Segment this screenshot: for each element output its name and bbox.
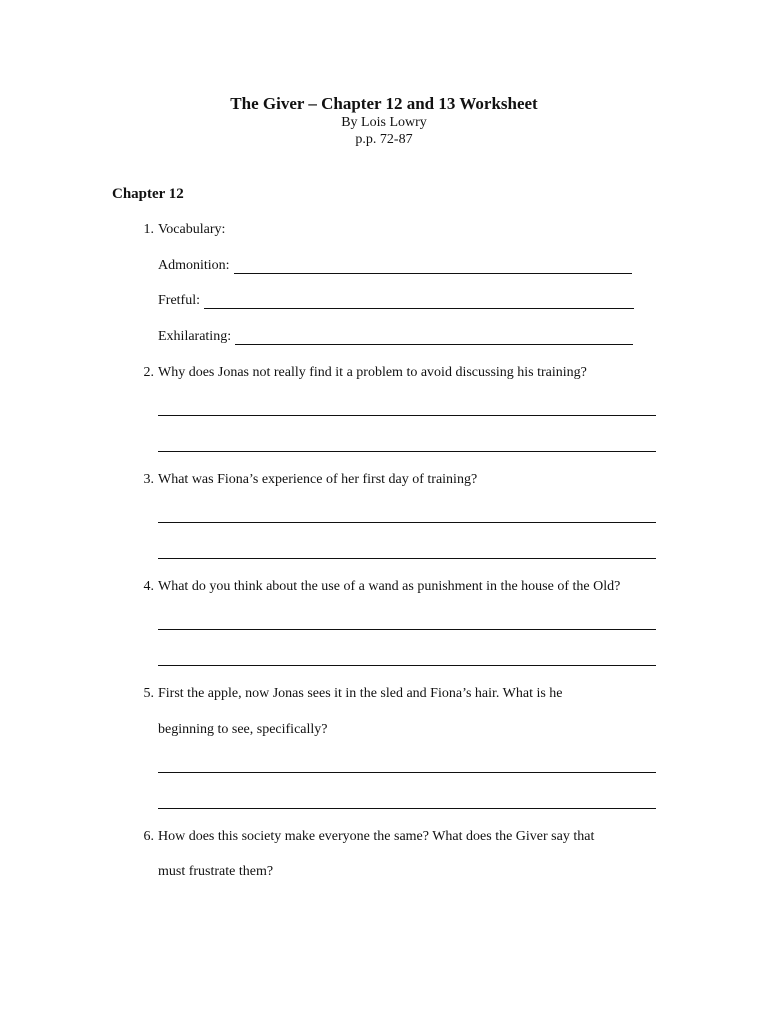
answer-line[interactable] — [158, 772, 656, 773]
question-number: 5 . — [134, 685, 154, 702]
question-number: 3 . — [134, 471, 154, 488]
answer-line[interactable] — [158, 451, 656, 452]
answer-line[interactable] — [158, 629, 656, 630]
vocab-word: Admonition: — [158, 258, 230, 273]
vocab-answer-line[interactable] — [204, 295, 634, 309]
vocab-item-fretful — [158, 292, 634, 309]
question-text: beginning to see, specifically? — [158, 722, 328, 737]
vocab-word: Fretful: — [158, 293, 200, 308]
question-number: 2 . — [134, 364, 154, 381]
answer-line[interactable] — [158, 415, 656, 416]
question-text: What do you think about the use of a wand as punishment in the house of the Old? — [158, 579, 621, 594]
question-text: How does this society make everyone the same? What does the Giver say that — [158, 829, 595, 844]
chapter-heading: Chapter 12 — [112, 186, 184, 202]
vocab-word: Exhilarating: — [158, 329, 232, 344]
question-number: 1 . — [134, 221, 154, 238]
question-number: 4 . — [134, 578, 154, 595]
vocab-item-exhilarating — [158, 328, 633, 345]
header — [0, 94, 768, 148]
question-text: Why does Jonas not really find it a problem to avoid discussing his training? — [158, 365, 587, 380]
question-number: 6 . — [134, 828, 154, 845]
answer-line[interactable] — [158, 808, 656, 809]
vocab-answer-line[interactable] — [234, 260, 632, 274]
vocab-answer-line[interactable] — [235, 331, 633, 345]
worksheet-title: The Giver – Chapter 12 and 13 Worksheet — [230, 94, 538, 113]
vocab-item-admonition — [158, 257, 632, 274]
question-text: What was Fiona’s experience of her first day of training? — [158, 472, 478, 487]
answer-line[interactable] — [158, 558, 656, 559]
question-text: Vocabulary: — [158, 222, 226, 237]
answer-line[interactable] — [158, 665, 656, 666]
author-line: By Lois Lowry — [341, 115, 427, 130]
answer-line[interactable] — [158, 522, 656, 523]
question-text: First the apple, now Jonas sees it in the sled and Fiona’s hair. What is he — [158, 686, 563, 701]
page-range: p.p. 72-87 — [355, 132, 413, 147]
question-text: must frustrate them? — [158, 864, 274, 879]
